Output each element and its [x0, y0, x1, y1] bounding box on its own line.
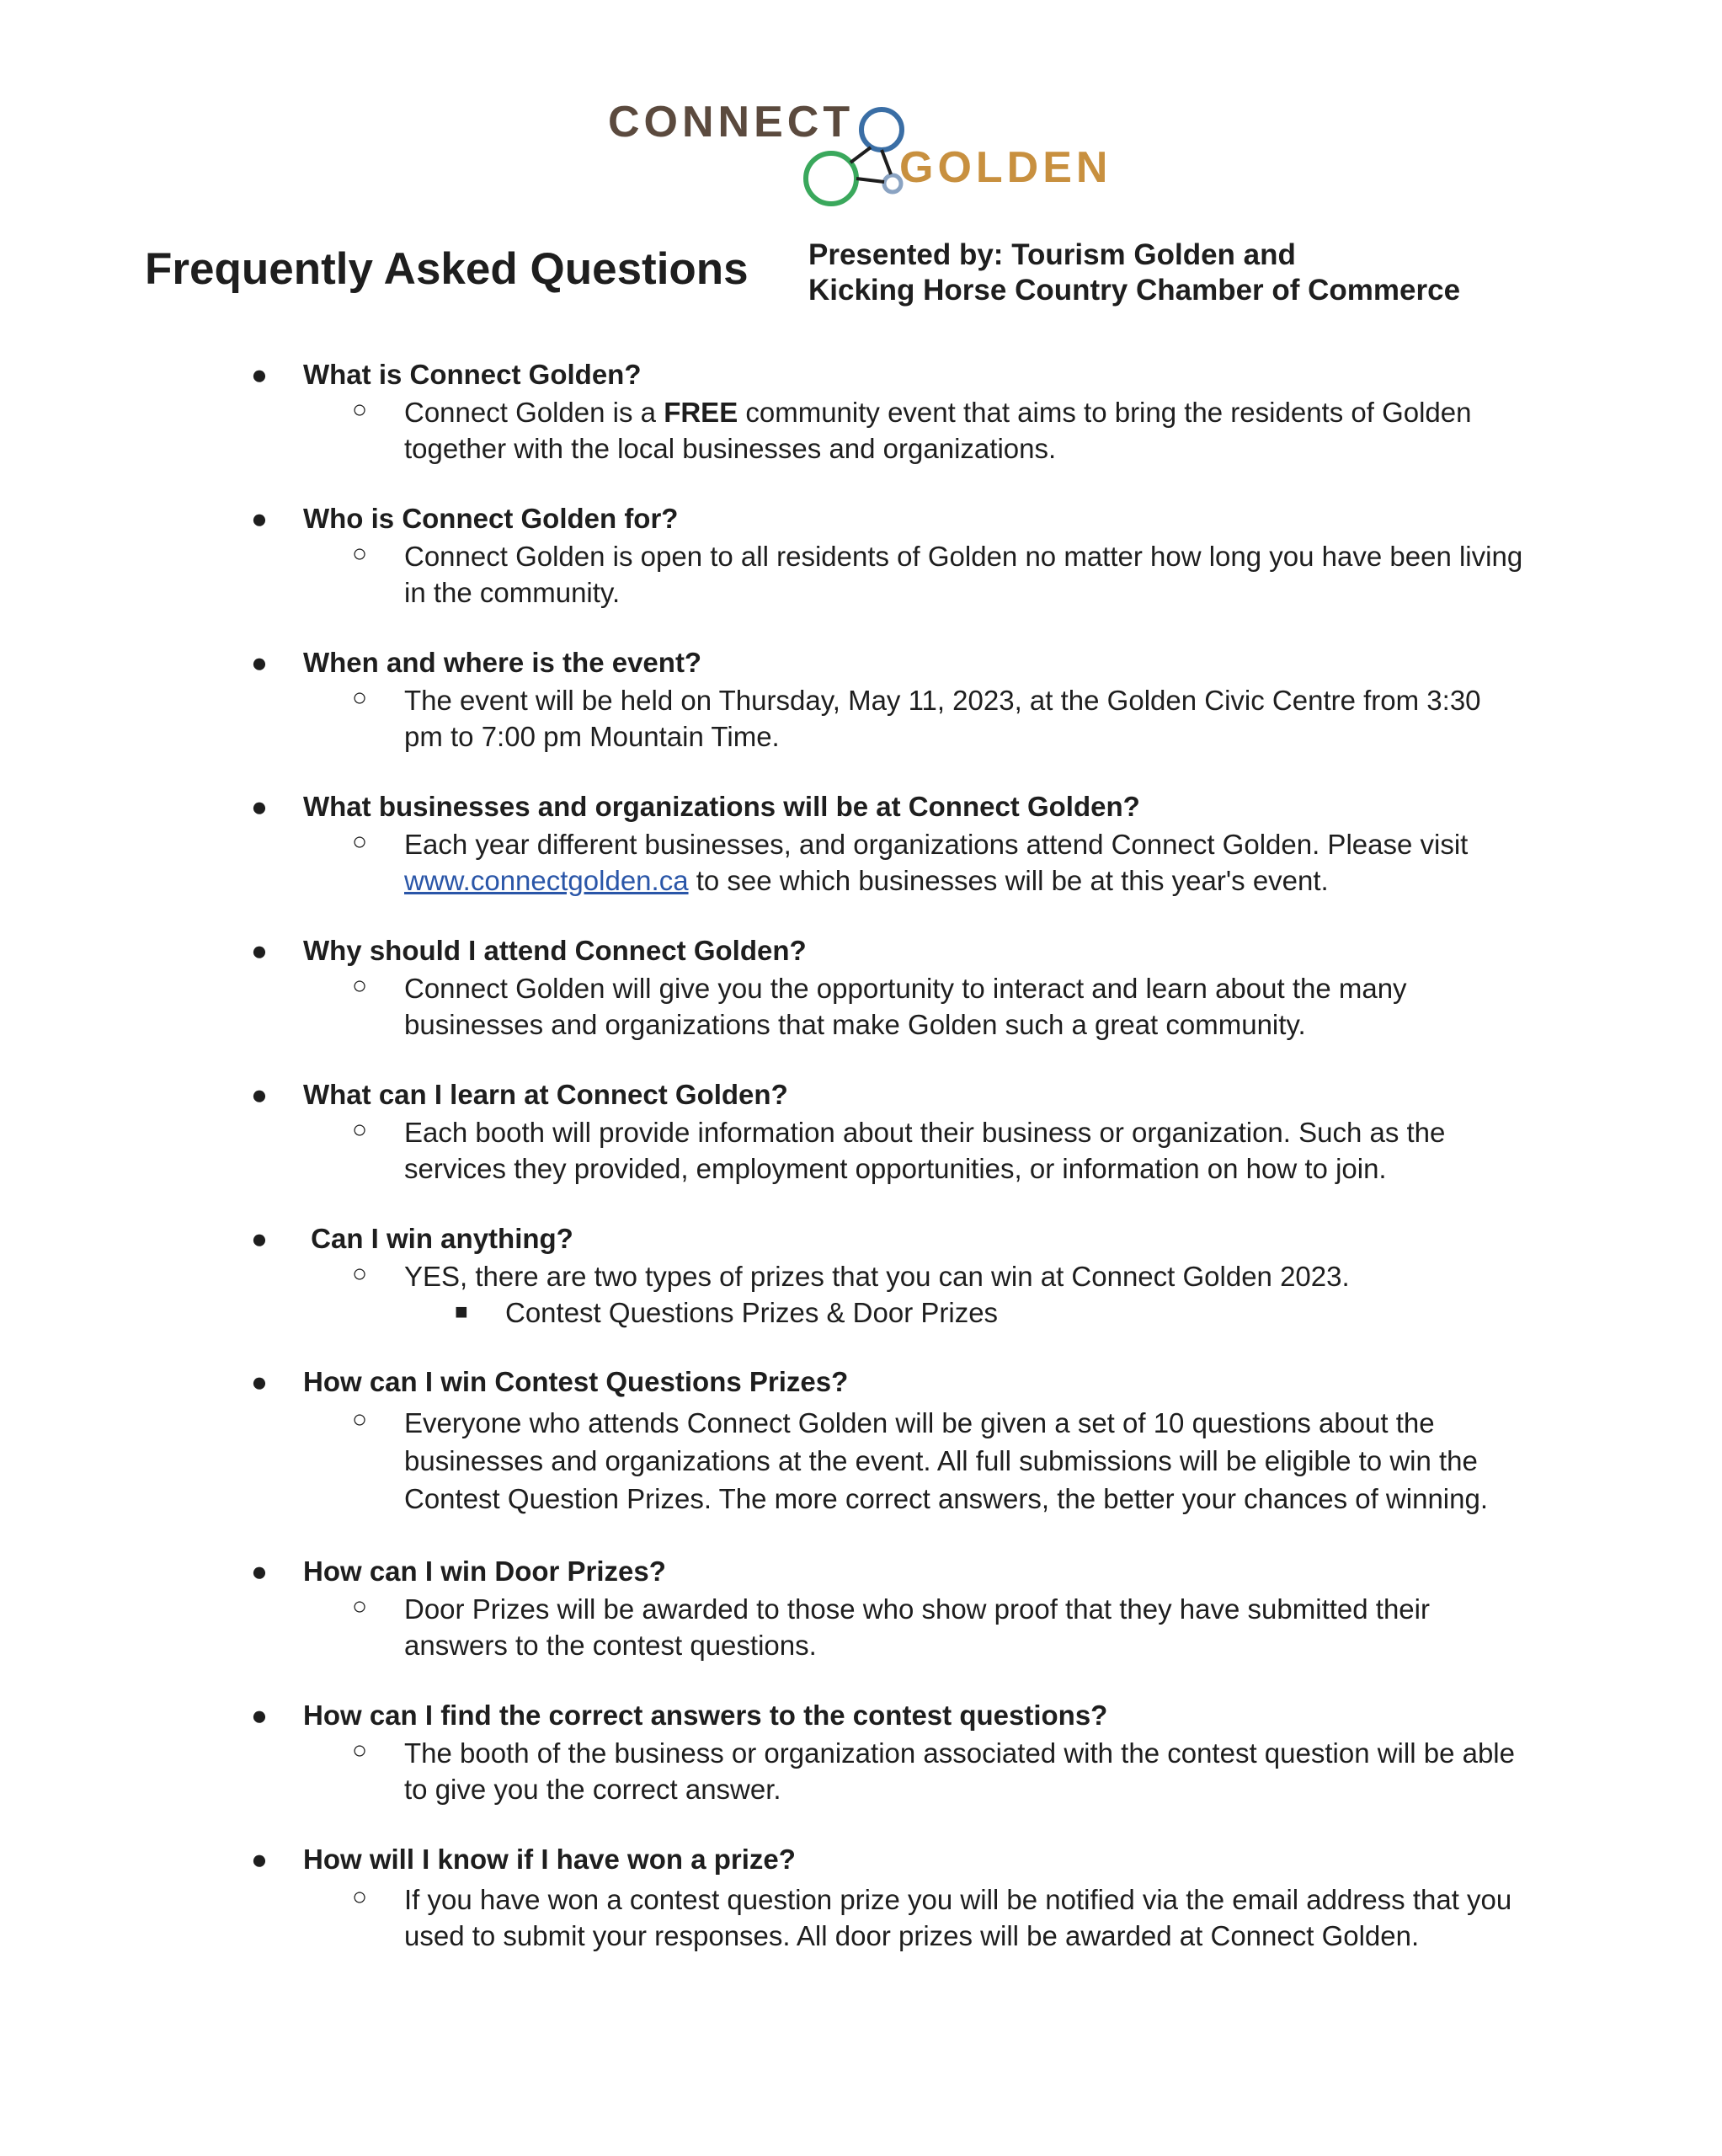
logo-circle-green — [806, 153, 856, 204]
bullet-level2: ○ — [352, 1260, 368, 1288]
faq-answer: If you have won a contest question prize you will be notified via the email address that you used to submit your responses. All door prizes will be awarded at Connect Golden. — [404, 1884, 1512, 1951]
faq-question: What can I learn at Connect Golden? — [303, 1079, 788, 1110]
logo-word-golden: GOLDEN — [899, 143, 1112, 192]
logo-circle-blue — [861, 109, 902, 150]
bullet-level1: ● — [251, 359, 268, 390]
logo-word-connect: CONNECT — [608, 98, 855, 147]
faq-question: What is Connect Golden? — [303, 359, 642, 390]
faq-answer: Connect Golden will give you the opportunity to interact and learn about the many businesses and organizations that make Golden such a great community. — [404, 973, 1407, 1040]
faq-answer: The booth of the business or organization associated with the contest question will be able to give you the correct answer. — [404, 1737, 1515, 1805]
logo-circle-small — [884, 175, 901, 192]
faq-answer: Door Prizes will be awarded to those who show proof that they have submitted their answers to the contest questions. — [404, 1593, 1430, 1661]
faq-subanswer: Contest Questions Prizes & Door Prizes — [505, 1297, 999, 1328]
connect-golden-logo — [598, 93, 1120, 219]
page-title: Frequently Asked Questions — [145, 244, 749, 294]
bullet-level2: ○ — [352, 396, 368, 424]
faq-answer: Each year different businesses, and organizations attend Connect Golden. Please visit www.connectgolden.ca to see which businesses will be at this year's event. — [404, 829, 1469, 896]
bullet-level2: ○ — [352, 1883, 368, 1911]
faq-answer: Connect Golden is a FREE community event that aims to bring the residents of Golden together with the local businesses and organizations. — [404, 397, 1472, 464]
bullet-level1: ● — [251, 1079, 268, 1110]
bullet-level2: ○ — [352, 1406, 368, 1433]
bullet-level2: ○ — [352, 1737, 368, 1764]
faq-question: How can I find the correct answers to the contest questions? — [303, 1700, 1108, 1731]
bullet-level2: ○ — [352, 684, 368, 712]
bullet-level1: ● — [251, 791, 268, 822]
bullet-level1: ● — [251, 1223, 268, 1254]
faq-answer: Everyone who attends Connect Golden will be given a set of 10 questions about the businesses and organizations at the event. All full submissions will be eligible to win the Contest Question Prizes. The more correct answers, the better your chances of winning. — [404, 1407, 1488, 1514]
faq-question: Can I win anything? — [303, 1223, 573, 1254]
bullet-level2: ○ — [352, 1593, 368, 1620]
faq-answer: YES, there are two types of prizes that you can win at Connect Golden 2023. — [404, 1261, 1350, 1292]
faq-question: When and where is the event? — [303, 647, 702, 678]
free-emphasis: FREE — [664, 397, 738, 428]
bullet-level1: ● — [251, 1844, 268, 1875]
faq-question: Who is Connect Golden for? — [303, 503, 679, 534]
bullet-level3: ■ — [455, 1299, 468, 1324]
bullet-level1: ● — [251, 647, 268, 678]
bullet-level2: ○ — [352, 828, 368, 856]
bullet-level2: ○ — [352, 540, 368, 568]
bullet-level1: ● — [251, 1700, 268, 1731]
presented-by — [808, 237, 1460, 308]
bullet-level1: ● — [251, 503, 268, 534]
presented-by-line-1: Presented by: Tourism Golden and — [808, 238, 1296, 271]
faq-question: How can I win Contest Questions Prizes? — [303, 1366, 849, 1397]
faq-question: How will I know if I have won a prize? — [303, 1844, 796, 1875]
bullet-level1: ● — [251, 1556, 268, 1587]
faq-answer: Each booth will provide information about their business or organization. Such as the services they provided, employment opportunities, or information on how to join. — [404, 1117, 1446, 1184]
bullet-level1: ● — [251, 935, 268, 966]
bullet-level1: ● — [251, 1366, 268, 1397]
faq-answer: Connect Golden is open to all residents of Golden no matter how long you have been living in the community. — [404, 541, 1523, 608]
bullet-level2: ○ — [352, 1116, 368, 1144]
presented-by-line-2: Kicking Horse Country Chamber of Commerce — [808, 274, 1461, 307]
faq-answer: The event will be held on Thursday, May 11, 2023, at the Golden Civic Centre from 3:30 pm to 7:00 pm Mountain Time. — [404, 685, 1481, 752]
bullet-level2: ○ — [352, 972, 368, 1000]
faq-question: How can I win Door Prizes? — [303, 1556, 666, 1587]
website-link[interactable]: www.connectgolden.ca — [404, 865, 689, 896]
faq-question: What businesses and organizations will be at Connect Golden? — [303, 791, 1140, 822]
faq-question: Why should I attend Connect Golden? — [303, 935, 807, 966]
